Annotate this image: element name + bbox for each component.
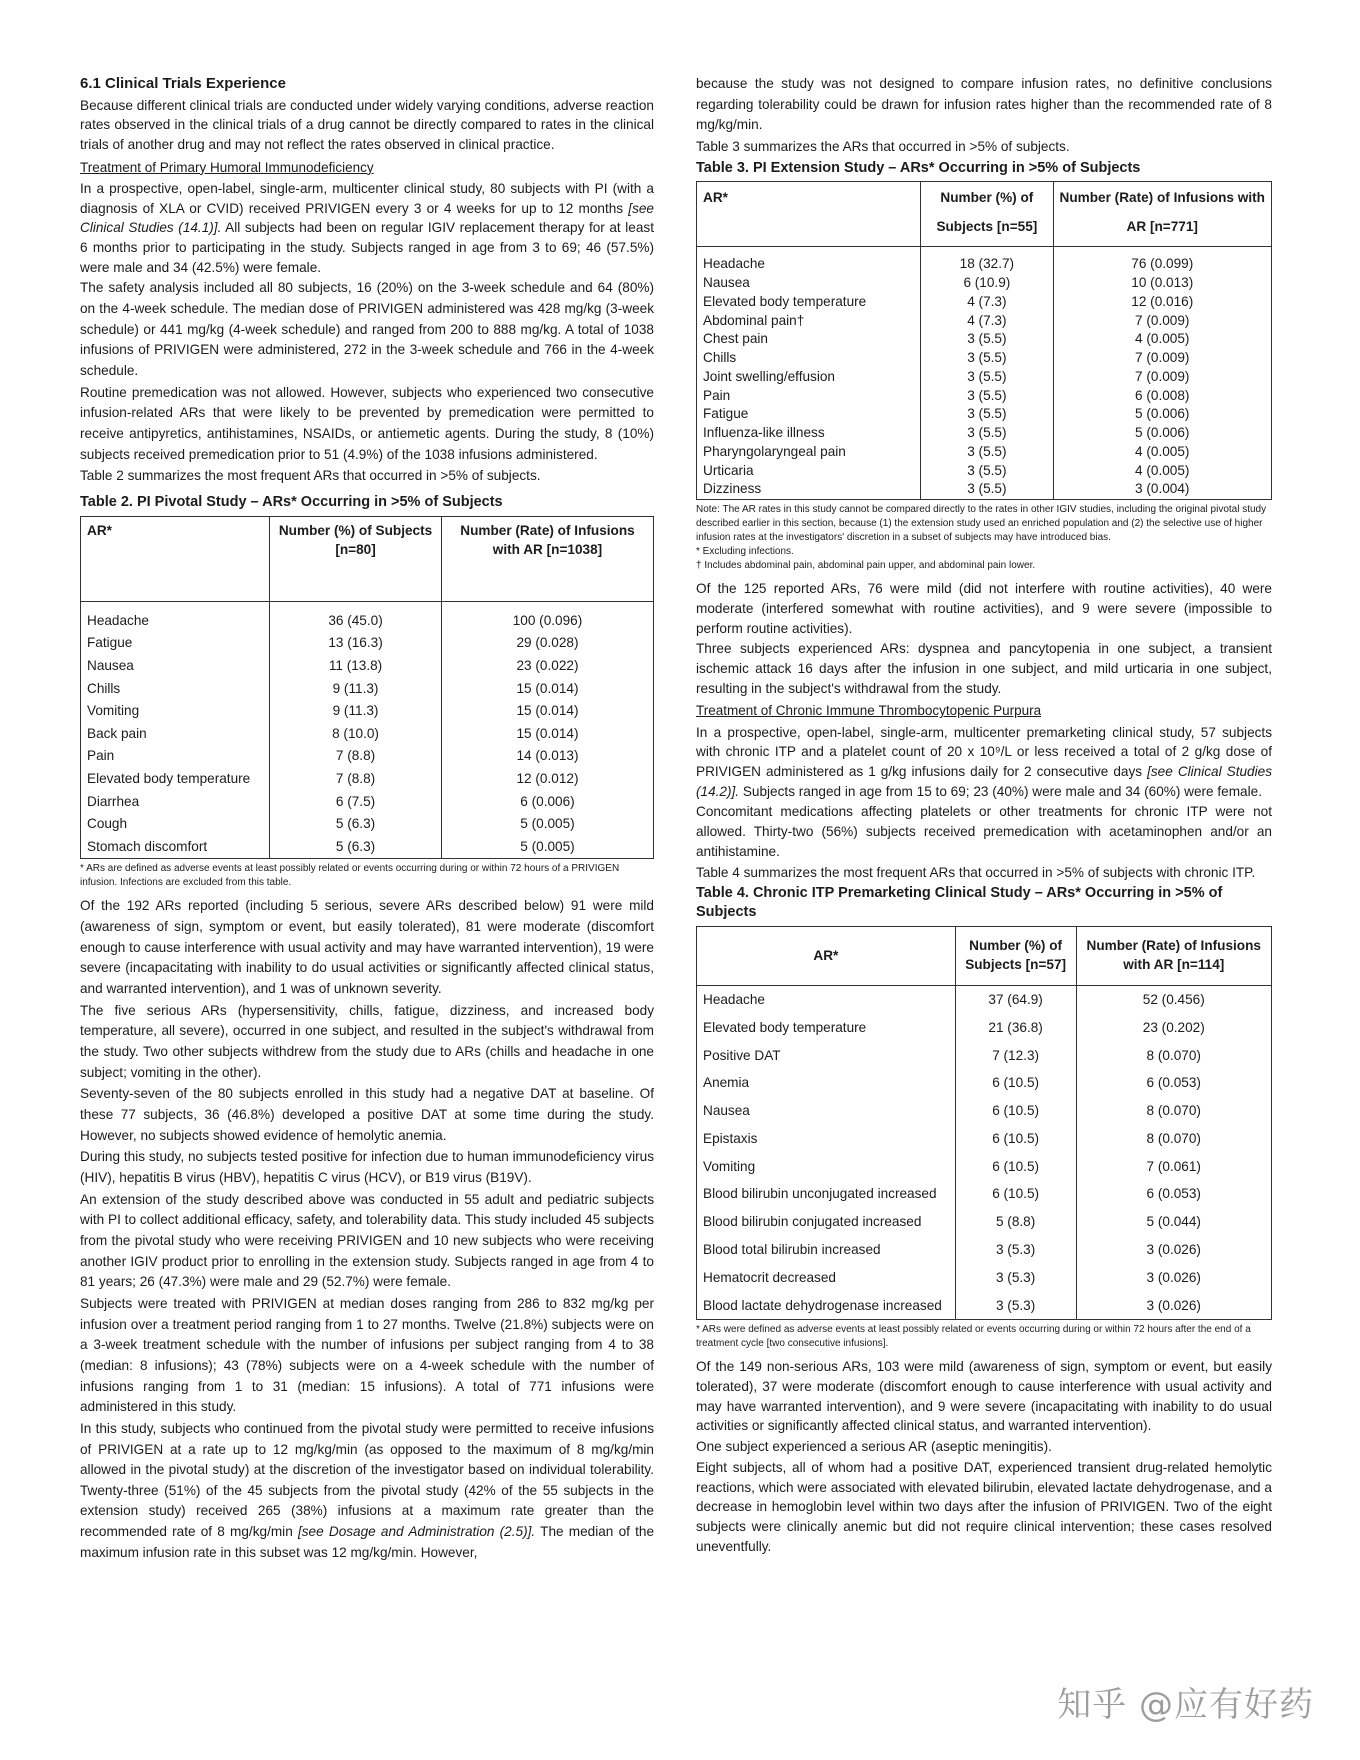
table-row xyxy=(81,678,654,701)
paragraph: Of the 149 non-serious ARs, 103 were mild (awareness of sign, symptom or event, but easily tolerated), 37 were moderate (discomfort enough to cause interference with usual activity and may have warranted intervention), and 9 were severe (incapacitating with inability to do usual activities or significantly affected clinical status, and warranted intervention). xyxy=(696,1359,1272,1434)
infusions-cell: 7 (0.009) xyxy=(1053,349,1272,368)
paragraph: Table 3 summarizes the ARs that occurred in >5% of subjects. xyxy=(696,138,1070,154)
subheading-itp: Treatment of Chronic Immune Thrombocytopenic Purpura xyxy=(696,703,1042,719)
ar-name-cell: Vomiting xyxy=(697,1153,956,1181)
column-header: Number (%) of Subjects [n=80] xyxy=(270,516,442,601)
ar-name-cell: Pain xyxy=(81,745,270,768)
infusions-cell: 8 (0.070) xyxy=(1076,1097,1272,1125)
column-header: AR* xyxy=(81,516,270,601)
ar-name-cell: Epistaxis xyxy=(697,1125,956,1153)
table-row xyxy=(697,349,1272,368)
table-2-title: Table 2. PI Pivotal Study – ARs* Occurring in >5% of Subjects xyxy=(80,493,503,510)
subjects-cell: 6 (10.5) xyxy=(955,1180,1076,1208)
subjects-cell: 3 (5.5) xyxy=(921,349,1053,368)
paragraph: One subject experienced a serious AR (aseptic meningitis). xyxy=(696,1439,1052,1455)
infusions-cell: 5 (0.006) xyxy=(1053,405,1272,424)
right-column xyxy=(696,74,1272,1557)
paragraph: Of the 192 ARs reported (including 5 serious, severe ARs described below) 91 were mild (awareness of sign, symptom or event, but easily tolerated), 81 were moderate (discomfort enough to cause interference with usual activity and may have warranted intervention), 19 were severe (incapacitating with inability to do usual activities or significantly affected clinical status, and warranted intervention), and 1 was of unknown severity. xyxy=(80,898,654,997)
table-row xyxy=(697,247,1272,274)
table-row xyxy=(697,462,1272,481)
ar-name-cell: Positive DAT xyxy=(697,1042,956,1070)
infusions-cell: 6 (0.006) xyxy=(441,791,653,814)
infusions-cell: 4 (0.005) xyxy=(1053,462,1272,481)
ar-name-cell: Headache xyxy=(697,985,956,1013)
column-header: AR* xyxy=(697,926,956,985)
watermark-text: 知乎 @应有好药 xyxy=(1057,1685,1314,1725)
ar-name-cell: Blood total bilirubin increased xyxy=(697,1236,956,1264)
infusions-cell: 5 (0.044) xyxy=(1076,1208,1272,1236)
paragraph: Seventy-seven of the 80 subjects enrolled in this study had a negative DAT at baseline. Of these 77 subjects, 36 (46.8%) developed a positive DAT at some time during the study. However, no subjects showed evidence of hemolytic anemia. xyxy=(80,1086,654,1143)
infusions-cell: 5 (0.005) xyxy=(441,836,653,859)
table-row xyxy=(81,601,654,632)
subjects-cell: 7 (8.8) xyxy=(270,768,442,791)
ar-name-cell: Diarrhea xyxy=(81,791,270,814)
ar-name-cell: Urticaria xyxy=(697,462,921,481)
ar-name-cell: Chills xyxy=(81,678,270,701)
subjects-cell: 13 (16.3) xyxy=(270,632,442,655)
table-row xyxy=(81,700,654,723)
table-row xyxy=(697,443,1272,462)
column-header: Number (%) of Subjects [n=57] xyxy=(955,926,1076,985)
subjects-cell: 11 (13.8) xyxy=(270,655,442,678)
cross-reference-link[interactable]: [see Dosage and Administration (2.5)]. xyxy=(297,1524,536,1540)
table-row xyxy=(697,312,1272,331)
subjects-cell: 6 (10.9) xyxy=(921,274,1053,293)
infusions-cell: 12 (0.016) xyxy=(1053,293,1272,312)
subjects-cell: 5 (6.3) xyxy=(270,813,442,836)
ar-name-cell: Stomach discomfort xyxy=(81,836,270,859)
ar-name-cell: Cough xyxy=(81,813,270,836)
infusions-cell: 8 (0.070) xyxy=(1076,1042,1272,1070)
subjects-cell: 6 (10.5) xyxy=(955,1153,1076,1181)
ar-name-cell: Headache xyxy=(697,247,921,274)
infusions-cell: 6 (0.008) xyxy=(1053,387,1272,406)
infusions-cell: 7 (0.009) xyxy=(1053,312,1272,331)
table-row xyxy=(697,1153,1272,1181)
table-row xyxy=(81,836,654,859)
subjects-cell: 6 (7.5) xyxy=(270,791,442,814)
infusions-cell: 15 (0.014) xyxy=(441,723,653,746)
ar-name-cell: Pain xyxy=(697,387,921,406)
table-3-title: Table 3. PI Extension Study – ARs* Occurring in >5% of Subjects xyxy=(696,159,1141,176)
column-header: Number (Rate) of Infusions with AR [n=771] xyxy=(1053,182,1272,247)
ar-name-cell: Hematocrit decreased xyxy=(697,1264,956,1292)
infusions-cell: 4 (0.005) xyxy=(1053,443,1272,462)
subjects-cell: 3 (5.3) xyxy=(955,1236,1076,1264)
table-3-footnote: † Includes abdominal pain, abdominal pain upper, and abdominal pain lower. xyxy=(696,560,1036,572)
subjects-cell: 3 (5.5) xyxy=(921,368,1053,387)
infusions-cell: 23 (0.202) xyxy=(1076,1014,1272,1042)
table-row xyxy=(697,1042,1272,1070)
subjects-cell: 8 (10.0) xyxy=(270,723,442,746)
subjects-cell: 9 (11.3) xyxy=(270,700,442,723)
infusions-cell: 5 (0.005) xyxy=(441,813,653,836)
ar-name-cell: Blood lactate dehydrogenase increased xyxy=(697,1292,956,1320)
subjects-cell: 3 (5.5) xyxy=(921,424,1053,443)
table-3-footnotes xyxy=(696,503,1272,573)
infusions-cell: 7 (0.009) xyxy=(1053,368,1272,387)
table-4 xyxy=(696,926,1272,1320)
paragraph: During this study, no subjects tested positive for infection due to human immunodeficiency virus (HIV), hepatitis B virus (HBV), hepatitis C virus (HCV), or B19 virus (B19V). xyxy=(80,1149,654,1185)
subjects-cell: 36 (45.0) xyxy=(270,601,442,632)
paragraph: because the study was not designed to compare infusion rates, no definitive conclusions regarding tolerability could be drawn for infusion rates higher than the recommended rate of 8 mg/kg/min. xyxy=(696,76,1272,133)
subjects-cell: 6 (10.5) xyxy=(955,1125,1076,1153)
infusions-cell: 15 (0.014) xyxy=(441,678,653,701)
subjects-cell: 7 (8.8) xyxy=(270,745,442,768)
subjects-cell: 21 (36.8) xyxy=(955,1014,1076,1042)
table-row xyxy=(697,293,1272,312)
cross-reference-link[interactable]: [see Clinical Studies (14.1)]. xyxy=(80,200,654,236)
infusions-cell: 10 (0.013) xyxy=(1053,274,1272,293)
table-2 xyxy=(80,516,654,860)
paragraph: Of the 125 reported ARs, 76 were mild (did not interfere with routine activities), 40 were moderate (interfered somewhat with routine activities), and 9 were severe (impossible to perform routine activities). xyxy=(696,581,1272,636)
subjects-cell: 4 (7.3) xyxy=(921,293,1053,312)
infusions-cell: 15 (0.014) xyxy=(441,700,653,723)
table-4-title: Table 4. Chronic ITP Premarketing Clinical Study – ARs* Occurring in >5% of Subjects xyxy=(696,885,1223,921)
subjects-cell: 37 (64.9) xyxy=(955,985,1076,1013)
table-row xyxy=(81,723,654,746)
table-row xyxy=(697,480,1272,499)
table-row xyxy=(81,813,654,836)
infusions-cell: 23 (0.022) xyxy=(441,655,653,678)
ar-name-cell: Chills xyxy=(697,349,921,368)
ar-name-cell: Elevated body temperature xyxy=(697,293,921,312)
table-row xyxy=(697,424,1272,443)
ar-name-cell: Blood bilirubin conjugated increased xyxy=(697,1208,956,1236)
left-column xyxy=(80,74,654,1564)
table-row xyxy=(81,768,654,791)
infusions-cell: 7 (0.061) xyxy=(1076,1153,1272,1181)
table-row xyxy=(697,1125,1272,1153)
table-3-footnote: * Excluding infections. xyxy=(696,546,794,558)
paragraph: Three subjects experienced ARs: dyspnea and pancytopenia in one subject, a transient ischemic attack 16 days after the infusion in one subject, and mild urticaria in one subject, resulting in the subject's withdrawal from the study. xyxy=(696,641,1272,696)
infusions-cell: 5 (0.006) xyxy=(1053,424,1272,443)
infusions-cell: 100 (0.096) xyxy=(441,601,653,632)
subjects-cell: 3 (5.5) xyxy=(921,330,1053,349)
paragraph: Concomitant medications affecting platelets or other treatments for chronic ITP were not allowed. Thirty-two (56%) subjects received premedication with acetaminophen and/or an antihistamine. xyxy=(696,804,1272,859)
table-row xyxy=(697,1208,1272,1236)
paragraph: An extension of the study described above was conducted in 55 adult and pediatric subjects with PI to collect additional efficacy, safety, and tolerability data. This study included 45 subjects from the pivotal study who were receiving PRIVIGEN and 10 new subjects who were receiving another IGIV product prior to enrolling in the extension study. Subjects ranged in age from 4 to 81 years; 26 (47.3%) were male and 29 (52.7%) were female. xyxy=(80,1191,654,1290)
ar-name-cell: Nausea xyxy=(81,655,270,678)
infusions-cell: 14 (0.013) xyxy=(441,745,653,768)
paragraph: In a prospective, open-label, single-arm, multicenter premarketing clinical study, 57 subjects with chronic ITP and a platelet count of 20 x 10⁹/L or less received a total of 2 g/kg dose of PRIVIGEN administered as 1 g/kg infusions daily for 2 consecutive days [see Clinical Studies (14.2)]. Subjects ranged in age from 15 to 69; 23 (40%) were male and 34 (60%) were female. xyxy=(696,724,1272,799)
paragraph: Routine premedication was not allowed. However, subjects who experienced two consecutive infusion-related ARs that were likely to be prevented by premedication were permitted to receive antipyretics, antihistamines, NSAIDs, or antiemetic agents. During the study, 8 (10%) subjects received premedication prior to 51 (4.9%) of the 1038 infusions administered. xyxy=(80,384,654,462)
column-header: AR* xyxy=(697,182,921,247)
ar-name-cell: Influenza-like illness xyxy=(697,424,921,443)
paragraph: The five serious ARs (hypersensitivity, chills, fatigue, dizziness, and increased body temperature, all severe), occurred in one subject, and resulted in the subject's withdrawal from the study. Two other subjects withdrew from the study due to ARs (chills and headache in one subject; vomiting in the other). xyxy=(80,1002,654,1080)
table-3 xyxy=(696,181,1272,500)
table-row xyxy=(697,368,1272,387)
subjects-cell: 3 (5.3) xyxy=(955,1292,1076,1320)
table-3-note: Note: The AR rates in this study cannot be compared directly to the rates in other IGIV studies, including the original pivotal study described earlier in this section, because (1) the extension study used an enriched population and (2) the selective use of higher infusion rates at the investigators' discretion in a subset of subjects may have introduced bias. xyxy=(696,504,1267,544)
subheading-pi: Treatment of Primary Humoral Immunodeficiency xyxy=(80,159,374,175)
infusions-cell: 12 (0.012) xyxy=(441,768,653,791)
column-header: Number (Rate) of Infusions with AR [n=1038] xyxy=(441,516,653,601)
infusions-cell: 3 (0.026) xyxy=(1076,1236,1272,1264)
subjects-cell: 3 (5.5) xyxy=(921,387,1053,406)
subjects-cell: 3 (5.5) xyxy=(921,443,1053,462)
ar-name-cell: Chest pain xyxy=(697,330,921,349)
table-row xyxy=(697,1014,1272,1042)
section-title: 6.1 Clinical Trials Experience xyxy=(80,75,286,92)
table-2-footnote: * ARs are defined as adverse events at least possibly related or events occurring during or within 72 hours of a PRIVIGEN infusion. Infections are excluded from this table. xyxy=(80,863,620,889)
ar-name-cell: Elevated body temperature xyxy=(697,1014,956,1042)
table-row xyxy=(697,330,1272,349)
ar-name-cell: Joint swelling/effusion xyxy=(697,368,921,387)
infusions-cell: 4 (0.005) xyxy=(1053,330,1272,349)
subjects-cell: 4 (7.3) xyxy=(921,312,1053,331)
infusions-cell: 6 (0.053) xyxy=(1076,1180,1272,1208)
table-row xyxy=(697,1180,1272,1208)
subjects-cell: 6 (10.5) xyxy=(955,1069,1076,1097)
infusions-cell: 8 (0.070) xyxy=(1076,1125,1272,1153)
ar-name-cell: Headache xyxy=(81,601,270,632)
ar-name-cell: Abdominal pain† xyxy=(697,312,921,331)
ar-name-cell: Fatigue xyxy=(697,405,921,424)
table-row xyxy=(697,1236,1272,1264)
table-row xyxy=(697,1069,1272,1097)
subjects-cell: 7 (12.3) xyxy=(955,1042,1076,1070)
subjects-cell: 3 (5.5) xyxy=(921,462,1053,481)
ar-name-cell: Blood bilirubin unconjugated increased xyxy=(697,1180,956,1208)
table-row xyxy=(81,791,654,814)
table-row xyxy=(697,405,1272,424)
table-row xyxy=(697,387,1272,406)
subjects-cell: 6 (10.5) xyxy=(955,1097,1076,1125)
intro-paragraph: Because different clinical trials are conducted under widely varying conditions, adverse reaction rates observed in the clinical trials of a drug cannot be directly compared to rates in the clinical trials of another drug and may not reflect the rates observed in clinical practice. xyxy=(80,97,654,152)
paragraph: In this study, subjects who continued from the pivotal study were permitted to receive infusions of PRIVIGEN at a rate up to 12 mg/kg/min (as opposed to the maximum of 8 mg/kg/min allowed in the pivotal study) at the discretion of the investigator based on individual tolerability. Twenty-three (51%) of the 45 subjects from the pivotal study (42% of the 55 subjects in the extension study) received 265 (38%) infusions at a maximum rate greater than the recommended rate of 8 mg/kg/min [see Dosage and Administration (2.5)]. The median of the maximum infusion rate in this subset was 12 mg/kg/min. However, xyxy=(80,1420,655,1560)
ar-name-cell: Nausea xyxy=(697,274,921,293)
table-row xyxy=(81,745,654,768)
column-header: Number (%) of Subjects [n=55] xyxy=(921,182,1053,247)
ar-name-cell: Fatigue xyxy=(81,632,270,655)
infusions-cell: 3 (0.004) xyxy=(1053,480,1272,499)
ar-name-cell: Anemia xyxy=(697,1069,956,1097)
column-header: Number (Rate) of Infusions with AR [n=114] xyxy=(1076,926,1272,985)
ar-name-cell: Nausea xyxy=(697,1097,956,1125)
table-4-footnote: * ARs were defined as adverse events at least possibly related or events occurring during or within 72 hours after the end of a treatment cycle [two consecutive infusions]. xyxy=(696,1324,1251,1350)
paragraph: Table 4 summarizes the most frequent ARs that occurred in >5% of subjects with chronic ITP. xyxy=(696,864,1256,880)
subjects-cell: 5 (8.8) xyxy=(955,1208,1076,1236)
infusions-cell: 3 (0.026) xyxy=(1076,1292,1272,1320)
table-row xyxy=(697,1264,1272,1292)
table-row xyxy=(697,1097,1272,1125)
table-row xyxy=(81,655,654,678)
subjects-cell: 3 (5.5) xyxy=(921,480,1053,499)
subjects-cell: 3 (5.3) xyxy=(955,1264,1076,1292)
ar-name-cell: Elevated body temperature xyxy=(81,768,270,791)
paragraph: The safety analysis included all 80 subjects, 16 (20%) on the 3-week schedule and 64 (80%) on the 4-week schedule. The median dose of PRIVIGEN administered was 428 mg/kg (3-week schedule) or 441 mg/kg (4-week schedule) and ranged from 200 to 888 mg/kg. A total of 1038 infusions of PRIVIGEN were administered, 272 in the 3-week schedule and 766 in the 4-week schedule. xyxy=(80,280,654,378)
table-row xyxy=(697,274,1272,293)
table-row xyxy=(697,1292,1272,1320)
infusions-cell: 29 (0.028) xyxy=(441,632,653,655)
ar-name-cell: Back pain xyxy=(81,723,270,746)
paragraph: In a prospective, open-label, single-arm, multicenter clinical study, 80 subjects with PI (with a diagnosis of XLA or CVID) received PRIVIGEN every 3 or 4 weeks for up to 12 months [see Clinical Studies (14.1)]. All subjects had been on regular IGIV replacement therapy for at least 6 months prior to participating in the study. Subjects ranged in age from 3 to 69; 46 (57.5%) were male and 34 (42.5%) were female. xyxy=(80,180,654,275)
ar-name-cell: Dizziness xyxy=(697,480,921,499)
subjects-cell: 9 (11.3) xyxy=(270,678,442,701)
table-row xyxy=(81,632,654,655)
ar-name-cell: Vomiting xyxy=(81,700,270,723)
cross-reference-link[interactable]: [see Clinical Studies (14.2)]. xyxy=(696,764,1272,799)
paragraph: Eight subjects, all of whom had a positive DAT, experienced transient drug-related hemolytic reactions, which were associated with elevated bilirubin, elevated lactate dehydrogenase, and a decrease in hemoglobin level within two days after the infusion of PRIVIGEN. Two of the eight subjects were clinically anemic but did not require clinical intervention; these cases resolved uneventfully. xyxy=(696,1459,1272,1554)
table-row xyxy=(697,985,1272,1013)
infusions-cell: 3 (0.026) xyxy=(1076,1264,1272,1292)
subjects-cell: 5 (6.3) xyxy=(270,836,442,859)
paragraph: Table 2 summarizes the most frequent ARs that occurred in >5% of subjects. xyxy=(80,468,541,484)
subjects-cell: 18 (32.7) xyxy=(921,247,1053,274)
ar-name-cell: Pharyngolaryngeal pain xyxy=(697,443,921,462)
infusions-cell: 52 (0.456) xyxy=(1076,985,1272,1013)
infusions-cell: 6 (0.053) xyxy=(1076,1069,1272,1097)
infusions-cell: 76 (0.099) xyxy=(1053,247,1272,274)
paragraph: Subjects were treated with PRIVIGEN at median doses ranging from 286 to 832 mg/kg per infusion over a treatment period ranging from 1 to 27 months. Twelve (21.8%) subjects were on a 3-week treatment schedule with the number of infusions per subject ranging from 4 to 38 (median: 8 infusions); 43 (78%) subjects were on a 4-week schedule with the number of infusions ranging from 1 to 31 (median: 15 infusions). A total of 771 infusions were administered in this study. xyxy=(80,1295,654,1415)
subjects-cell: 3 (5.5) xyxy=(921,405,1053,424)
